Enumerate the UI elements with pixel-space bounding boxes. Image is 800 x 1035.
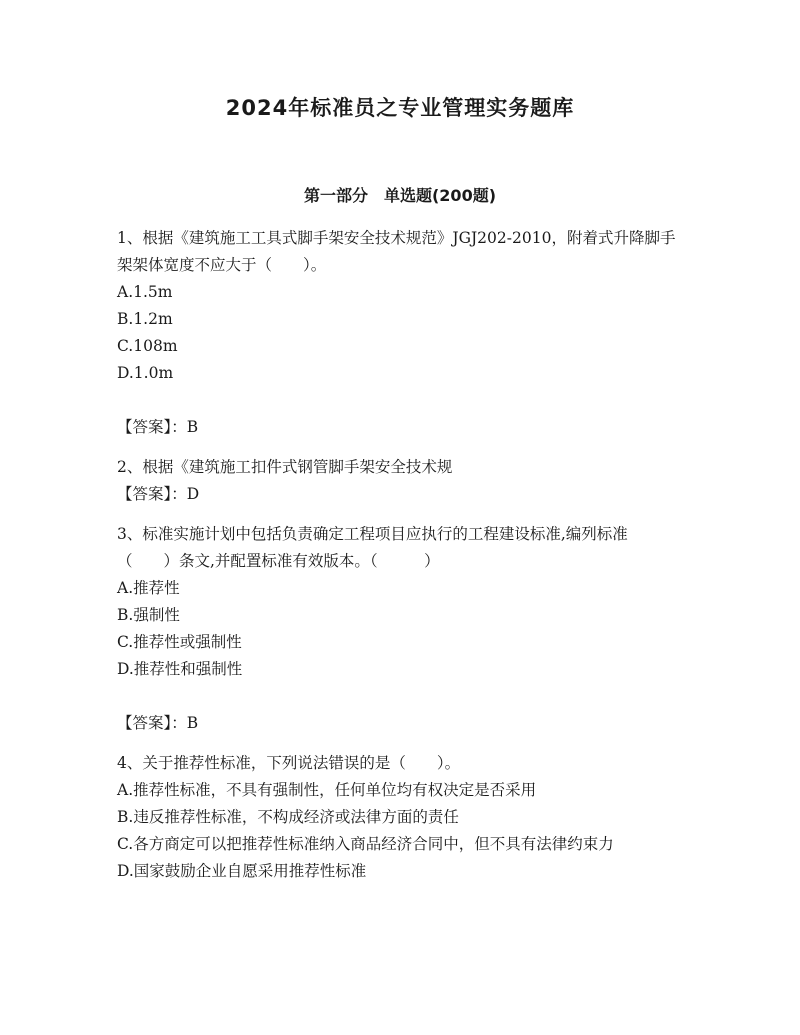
option-d: D.1.0m <box>117 364 174 382</box>
option-b: B.1.2m <box>117 310 173 328</box>
answer: 【答案】：D <box>117 485 200 503</box>
question-3 <box>117 521 677 737</box>
option-c: C.推荐性或强制性 <box>117 633 242 651</box>
question-1 <box>117 225 677 441</box>
question-2 <box>117 454 677 508</box>
document-title: 2024年标准员之专业管理实务题库 <box>225 96 575 120</box>
question-text: 3、标准实施计划中包括负责确定工程项目应执行的工程建设标准,编列标准（ ）条文,并配置标准有效版本。（ ） <box>117 525 628 570</box>
answer: 【答案】：B <box>117 418 199 436</box>
option-d: D.国家鼓励企业自愿采用推荐性标准 <box>117 862 367 880</box>
section-name: 单选题(200题) <box>383 186 497 205</box>
answer: 【答案】：B <box>117 714 199 732</box>
question-text: 1、根据《建筑施工工具式脚手架安全技术规范》JGJ202-2010，附着式升降脚手架架体宽度不应大于（ ）。 <box>117 229 676 274</box>
question-text: 4、关于推荐性标准，下列说法错误的是（ ）。 <box>117 754 461 772</box>
option-c: C.108m <box>117 337 178 355</box>
option-a: A.推荐性 <box>117 579 180 597</box>
option-c: C.各方商定可以把推荐性标准纳入商品经济合同中，但不具有法律约束力 <box>117 835 614 853</box>
option-a: A.1.5m <box>117 283 173 301</box>
section-heading <box>0 183 800 206</box>
section-part: 第一部分 <box>303 186 368 205</box>
question-text: 2、根据《建筑施工扣件式钢管脚手架安全技术规 <box>117 458 453 476</box>
question-4 <box>117 750 677 885</box>
option-b: B.违反推荐性标准，不构成经济或法律方面的责任 <box>117 808 459 826</box>
option-b: B.强制性 <box>117 606 180 624</box>
option-a: A.推荐性标准，不具有强制性，任何单位均有权决定是否采用 <box>117 781 537 799</box>
option-d: D.推荐性和强制性 <box>117 660 243 678</box>
question-list <box>117 225 677 885</box>
